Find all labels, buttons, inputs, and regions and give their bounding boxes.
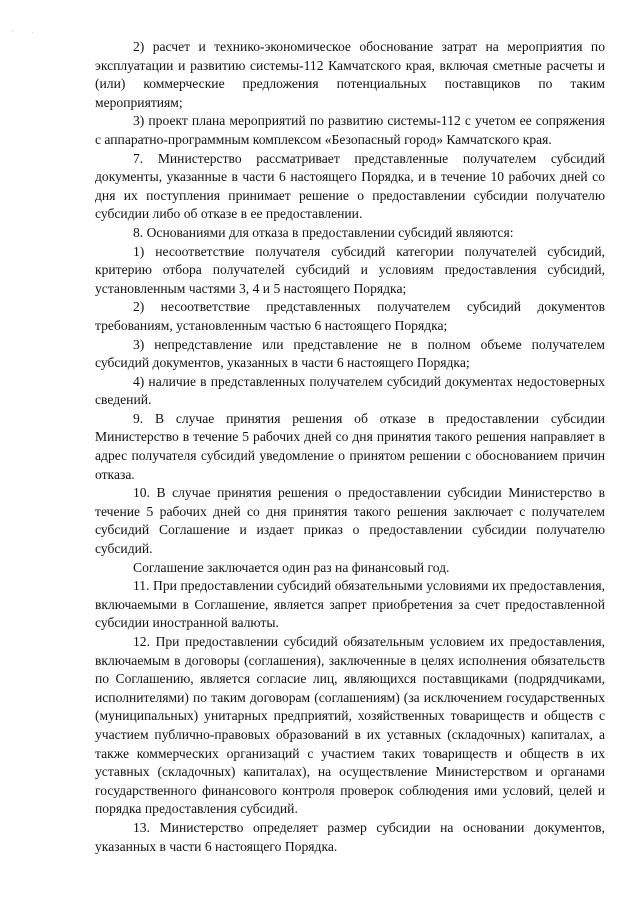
paragraph-11: 11. При предоставлении субсидий обязательными условиями их предоставления, включаемыми в Соглашение, является запрет приобретения за счет предоставленной субсидии иностранной валюты. xyxy=(95,578,605,631)
paragraph-item-2-calculation: 2) расчет и технико-экономическое обоснование затрат на мероприятия по эксплуатации и развитию системы-112 Камчатского края, включая сметные расчеты и (или) коммерческие предложения потенциальных поставщиков по таким мероприятиям; xyxy=(95,39,605,110)
paragraph-13: 13. Министерство определяет размер субсидии на основании документов, указанных в части 6 настоящего Порядка. xyxy=(95,819,605,854)
paragraph-8: 8. Основаниями для отказа в предоставлении субсидий являются: xyxy=(133,224,514,240)
paragraph-9: 9. В случае принятия решения об отказе в предоставлении субсидии Министерство в течение 5 рабочих дней со дня принятия такого решения направляет в адрес получателя субсидий уведомление о принятом решении с обоснованием причин отказа. xyxy=(95,410,605,482)
paragraph-item-3-plan: 3) проект плана мероприятий по развитию системы-112 с учетом ее сопряжения с аппаратно-программным комплексом «Безопасный город» Камчатского края. xyxy=(95,113,605,147)
document-page xyxy=(95,38,605,856)
paragraph-8-item-3: 3) непредставление или представление не в полном объеме получателем субсидий документов, указанных в части 6 настоящего Порядка; xyxy=(95,336,605,371)
paragraph-8-item-1: 1) несоответствие получателя субсидий категории получателей субсидий, критерию отбора получателей субсидий и условиям предоставления субсидий, установленным частями 3, 4 и 5 настоящего Порядка; xyxy=(95,243,605,296)
paragraph-8-item-4: 4) наличие в представленных получателем субсидий документах недостоверных сведений. xyxy=(95,373,605,408)
paragraph-10: 10. В случае принятия решения о предоставлении субсидии Министерство в течение 5 рабочих дней со дня принятия такого решения заключает с получателем субсидий Соглашение и издает приказ о предоставлении субсидии получателю субсидий. xyxy=(95,485,605,557)
scan-marks: ' · xyxy=(12,30,42,37)
paragraph-12: 12. При предоставлении субсидий обязательным условием их предоставления, включаемым в договоры (соглашения), заключенные в целях исполнения обязательств по Соглашению, является согласие лиц, являющихся поставщиками (подрядчиками, исполнителями) по таким договорам (соглашениям) (за исключением государственных (муниципальных) унитарных предприятий, хозяйственных товариществ и обществ с участием публично-правовых образований в их уставных (складочных) капиталах, а также коммерческих организаций с участием таких товариществ и обществ в их уставных (складочных) капиталах), на осуществление Министерством и органами государственного финансового контроля проверок соблюдения ими условий, целей и порядка предоставления субсидий. xyxy=(95,634,605,817)
paragraph-agreement-note: Соглашение заключается один раз на финансовый год. xyxy=(133,559,450,575)
paragraph-8-item-2: 2) несоответствие представленных получателем субсидий документов требованиям, установленным частью 6 настоящего Порядка; xyxy=(95,299,605,333)
paragraph-7: 7. Министерство рассматривает представленные получателем субсидий документы, указанные в части 6 настоящего Порядка, и в течение 10 рабочих дней со дня их поступления принимает решение о предоставлении субсидии получателю субсидии либо об отказе в ее предоставлении. xyxy=(95,150,605,222)
